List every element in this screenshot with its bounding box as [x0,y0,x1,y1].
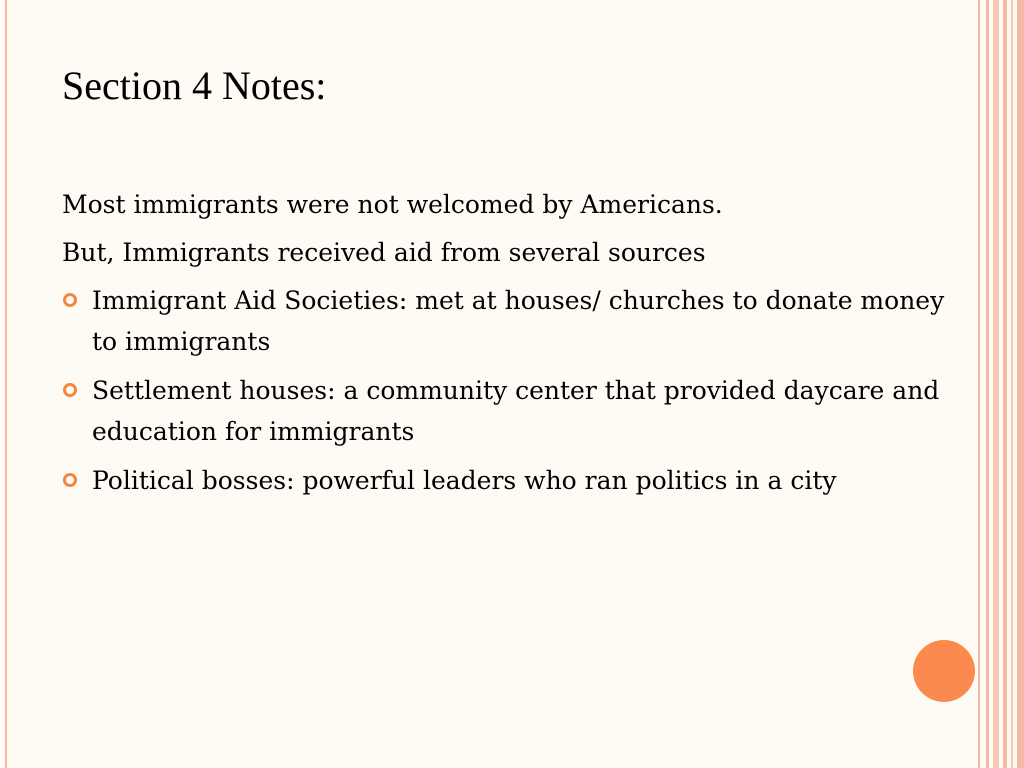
body-line: Most immigrants were not welcomed by Americans. [62,190,723,219]
hollow-circle-bullet-icon [63,383,77,397]
right-border-stripe [1011,0,1013,768]
hollow-circle-bullet-icon [63,473,77,487]
bullet-text: Immigrant Aid Societies: met at houses/ churches to donate money to immigrants [92,286,945,356]
bullet-text: Political bosses: powerful leaders who ran politics in a city [92,466,837,495]
bullet-item [62,460,952,501]
body-line: But, Immigrants received aid from several sources [62,238,706,267]
slide-body [62,184,952,509]
hollow-circle-bullet-icon [63,293,77,307]
bullet-text: Settlement houses: a community center that provided daycare and education for immigrants [92,376,940,446]
right-border-stripe [1003,0,1007,768]
decorative-orange-circle [913,640,975,702]
slide-title: Section 4 Notes: [62,63,327,108]
right-border-stripe [986,0,989,768]
right-border-stripe [993,0,999,768]
bullet-item [62,370,952,452]
bullet-item [62,280,952,362]
right-border-stripe [978,0,980,768]
right-border-stripe [1017,0,1024,768]
left-border-line [5,0,7,768]
